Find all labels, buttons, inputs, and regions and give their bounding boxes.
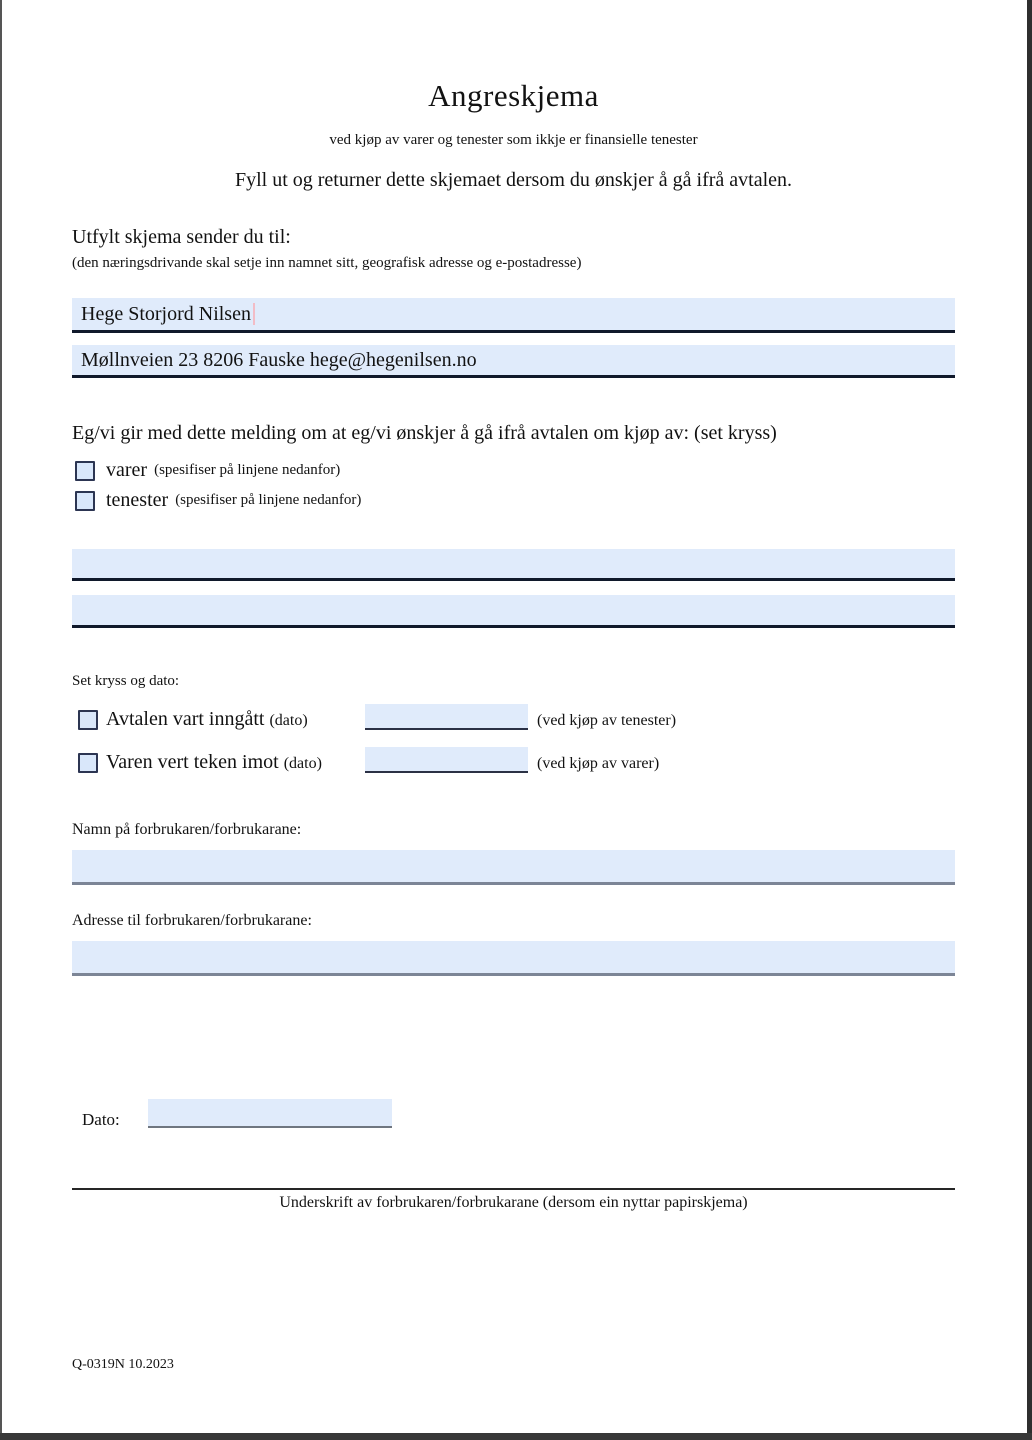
varen-motteken-label [106, 751, 322, 774]
avtale-inngatt-dato-text: (dato) [269, 712, 308, 729]
signature-caption: Underskrift av forbrukaren/forbrukarane (dersom ein nyttar papirskjema) [279, 1194, 748, 1211]
avtale-inngatt-label [106, 708, 308, 731]
form-id: Q-0319N 10.2023 [72, 1357, 174, 1372]
varen-motteken-dato-text: (dato) [283, 755, 322, 772]
text-caret [253, 303, 255, 325]
consumer-name-label: Namn på forbrukaren/forbrukarane: [72, 821, 302, 838]
varen-motteken-date-field[interactable] [365, 747, 528, 773]
varen-motteken-checkbox[interactable] [78, 753, 98, 773]
avtale-inngatt-checkbox[interactable] [78, 710, 98, 730]
signature-date-label: Dato: [82, 1110, 120, 1129]
varen-motteken-note: (ved kjøp av varer) [537, 755, 660, 772]
tenester-note: (spesifiser på linjene nedanfor) [175, 492, 362, 508]
recipient-label: Utfylt skjema sender du til: [72, 226, 291, 248]
page-title: Angreskjema [428, 78, 599, 113]
consumer-address-field[interactable] [72, 941, 955, 976]
specification-line-1[interactable] [72, 549, 955, 581]
recipient-address-field[interactable] [72, 345, 955, 378]
tenester-label: tenester [106, 489, 169, 511]
tenester-checkbox[interactable] [75, 491, 95, 511]
page-edge-bottom [0, 1433, 1032, 1440]
signature-date-field[interactable] [148, 1099, 392, 1128]
signature-line [72, 1188, 955, 1190]
avtale-inngatt-label-text: Avtalen vart inngått [106, 708, 265, 730]
consumer-name-field[interactable] [72, 850, 955, 885]
withdrawal-label: Eg/vi gir med dette melding om at eg/vi ønskjer å gå ifrå avtalen om kjøp av: (set kryss) [72, 422, 777, 444]
recipient-name-value: Hege Storjord Nilsen [81, 302, 251, 325]
varer-label: varer [106, 459, 148, 481]
page-edge-left [0, 0, 2, 1440]
avtale-inngatt-note: (ved kjøp av tenester) [537, 712, 677, 729]
form-instruction: Fyll ut og returner dette skjemaet dersom du ønskjer å gå ifrå avtalen. [234, 169, 793, 191]
date-section-label: Set kryss og dato: [72, 673, 180, 689]
varer-checkbox[interactable] [75, 461, 95, 481]
avtale-inngatt-date-field[interactable] [365, 704, 528, 730]
specification-line-2[interactable] [72, 595, 955, 628]
varen-motteken-label-text: Varen vert teken imot [106, 751, 279, 773]
option-row-varer [75, 459, 340, 482]
option-row-tenester [75, 489, 361, 512]
recipient-note: (den næringsdrivande skal setje inn namnet sitt, geografisk adresse og e-postadresse) [72, 255, 582, 271]
consumer-address-label: Adresse til forbrukaren/forbrukarane: [72, 912, 312, 929]
recipient-name-field[interactable] [72, 298, 955, 333]
varer-note: (spesifiser på linjene nedanfor) [154, 462, 341, 478]
recipient-address-value: Møllnveien 23 8206 Fauske hege@hegenilsen.no [81, 348, 477, 371]
page-subtitle: ved kjøp av varer og tenester som ikkje er finansielle tenester [329, 132, 698, 148]
page-edge-right [1027, 0, 1032, 1440]
